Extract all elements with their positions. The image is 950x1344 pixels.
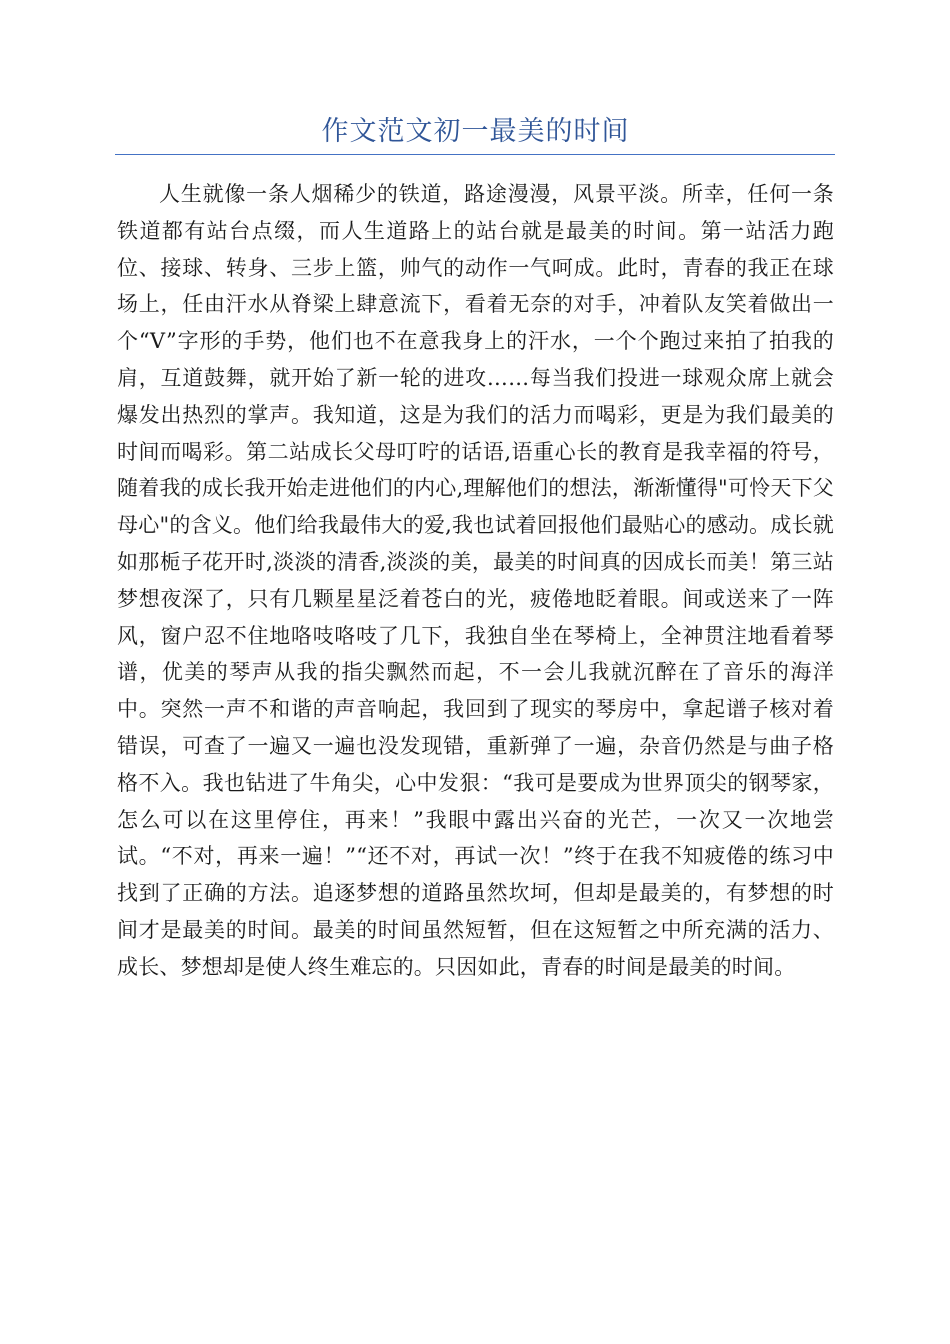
essay-body-paragraph: 人生就像一条人烟稀少的铁道，路途漫漫，风景平淡。所幸，任何一条铁道都有站台点缀，而人生道路上的站台就是最美的时间。第一站活力跑位、接球、转身、三步上篮，帅气的动作一气呵成。此时，青春的我正在球场上，任由汗水从脊梁上肆意流下，看着无奈的对手，冲着队友笑着做出一个“V”字形的手势，他们也不在意我身上的汗水，一个个跑过来拍了拍我的肩，互道鼓舞，就开始了新一轮的进攻……每当我们投进一球观众席上就会爆发出热烈的掌声。我知道，这是为我们的活力而喝彩，更是为我们最美的时间而喝彩。第二站成长父母叮咛的话语,语重心长的教育是我幸福的符号，随着我的成长我开始走进他们的内心,理解他们的想法，渐渐懂得"可怜天下父母心"的含义。他们给我最伟大的爱,我也试着回报他们最贴心的感动。成长就如那栀子花开时,淡淡的清香,淡淡的美，最美的时间真的因成长而美！第三站梦想夜深了，只有几颗星星泛着苍白的光，疲倦地眨着眼。间或送来了一阵风，窗户忍不住地咯吱咯吱了几下，我独自坐在琴椅上，全神贯注地看着琴谱，优美的琴声从我的指尖飘然而起，不一会儿我就沉醉在了音乐的海洋中。突然一声不和谐的声音响起，我回到了现实的琴房中，拿起谱子核对着错误，可查了一遍又一遍也没发现错，重新弹了一遍，杂音仍然是与曲子格格不入。我也钻进了牛角尖，心中发狠：“我可是要成为世界顶尖的钢琴家，怎么可以在这里停住，再来！”我眼中露出兴奋的光芒，一次又一次地尝试。“不对，再来一遍！”“还不对，再试一次！”终于在我不知疲倦的练习中找到了正确的方法。追逐梦想的道路虽然坎坷，但却是最美的，有梦想的时间才是最美的时间。最美的时间虽然短暂，但在这短暂之中所充满的活力、成长、梦想却是使人终生难忘的。只因如此，青春的时间是最美的时间。 bbox=[117, 182, 834, 979]
title-underline-divider bbox=[115, 154, 835, 155]
document-title: 作文范文初一最美的时间 bbox=[321, 116, 630, 147]
